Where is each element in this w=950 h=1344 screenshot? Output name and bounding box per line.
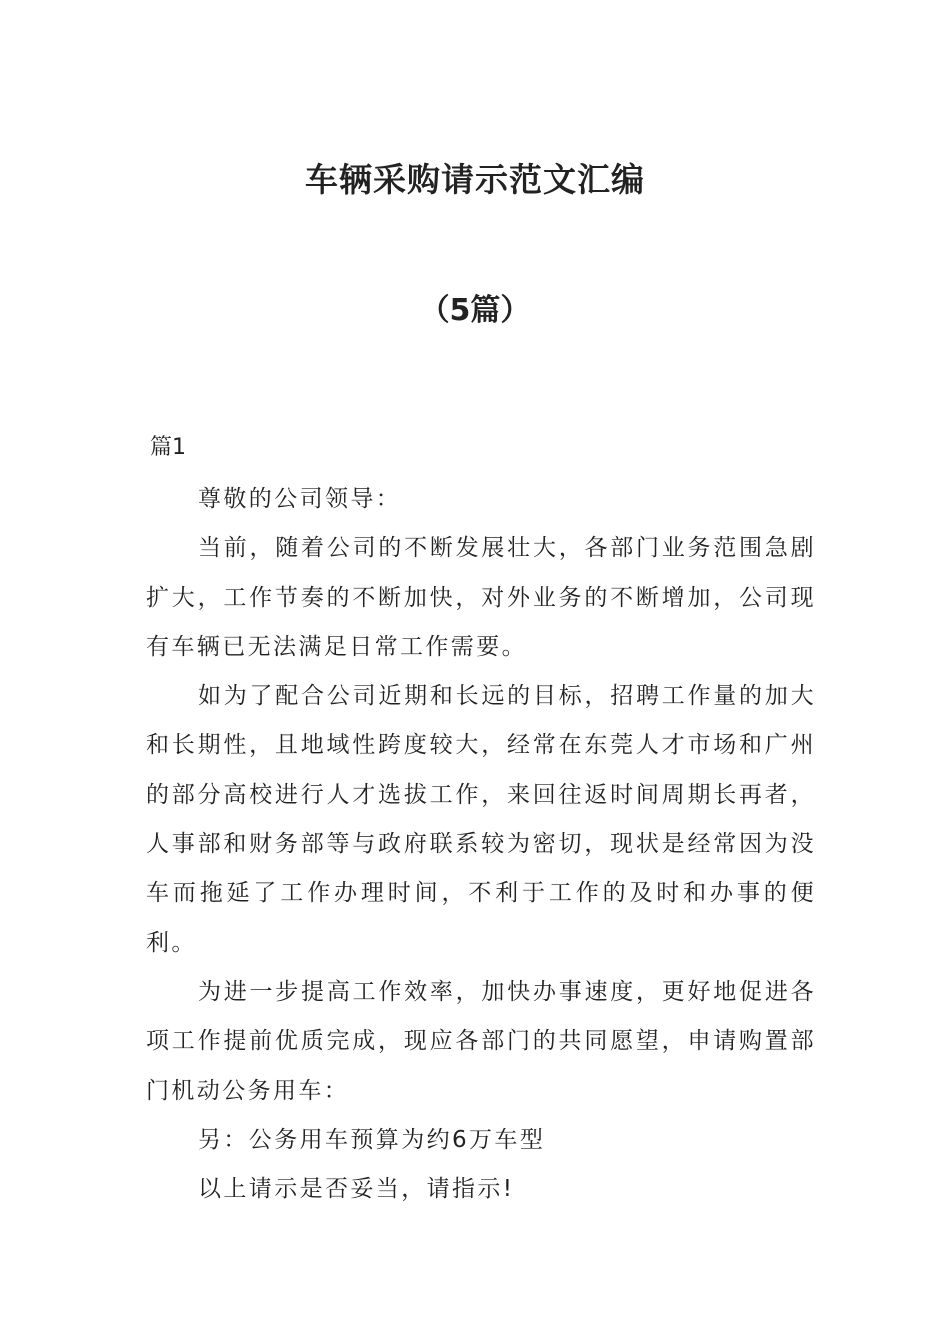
section-heading: 篇1 — [150, 435, 186, 460]
document-body — [146, 475, 816, 1214]
paragraph-2: 如为了配合公司近期和长远的目标，招聘工作量的加大和长期性，且地域性跨度较大，经常在东莞人才市场和广州的部分高校进行人才选拔工作，来回往返时间周期长再者，人事部和财务部等与政府联系较为密切，现状是经常因为没车而拖延了工作办理时间，不利于工作的及时和办事的便利。 — [146, 683, 816, 956]
paragraph-4: 另：公务用车预算为约6万车型 — [198, 1126, 546, 1153]
document-subtitle: （5篇） — [419, 293, 531, 328]
document-title: 车辆采购请示范文汇编 — [305, 160, 645, 199]
paragraph-5: 以上请示是否妥当，请指示! — [198, 1176, 515, 1203]
salutation: 尊敬的公司领导： — [198, 486, 402, 512]
paragraph-3: 为进一步提高工作效率，加快办事速度，更好地促进各项工作提前优质完成，现应各部门的共同愿望，申请购置部门机动公务用车： — [146, 978, 816, 1104]
paragraph-1: 当前，随着公司的不断发展壮大，各部门业务范围急剧扩大，工作节奏的不断加快，对外业务的不断增加，公司现有车辆已无法满足日常工作需要。 — [146, 535, 816, 660]
